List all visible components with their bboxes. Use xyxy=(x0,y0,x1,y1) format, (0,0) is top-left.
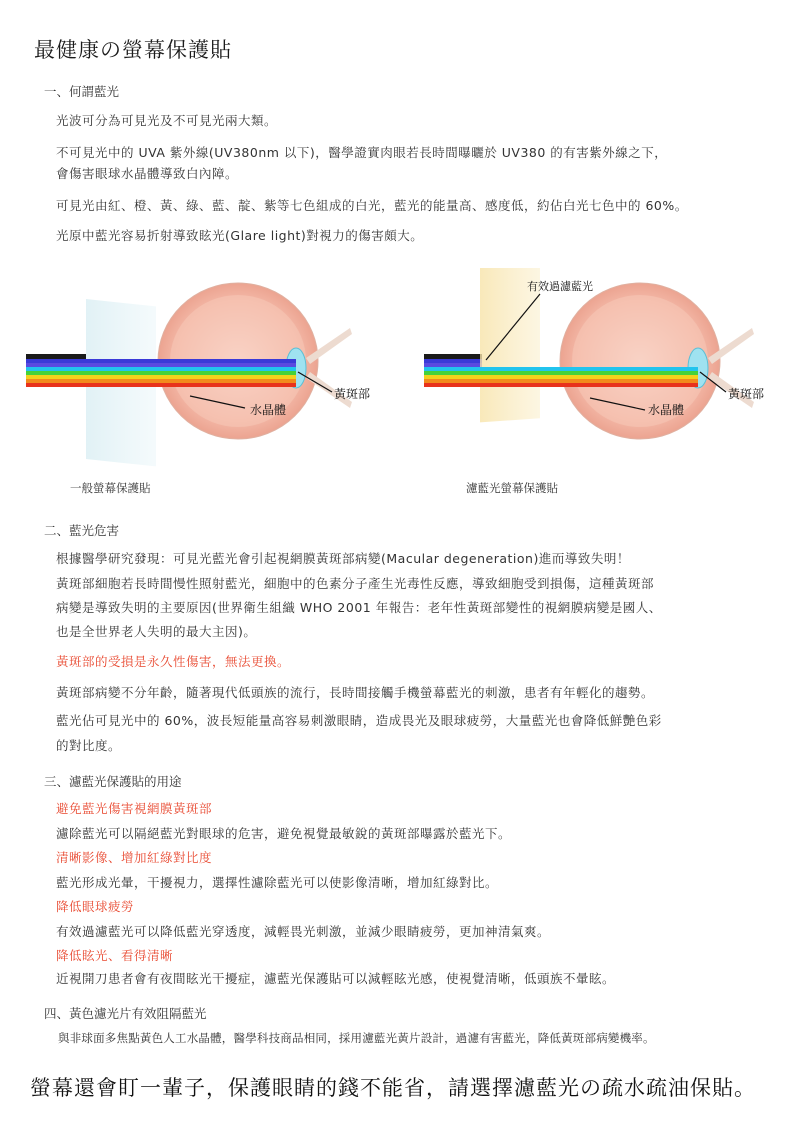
benefit-heading: 降低眼球疲勞 xyxy=(56,899,135,914)
section-heading-yellow-filter: 四、黃色濾光片有效阻隔藍光 xyxy=(44,1006,207,1021)
blue-light-eye-diagram xyxy=(0,268,800,503)
page-title: 最健康の螢幕保護貼 xyxy=(34,38,232,62)
paragraph: 病變是導致失明的主要原因(世界衛生組織 WHO 2001 年報告：老年性黃斑部變性的視網膜病變是國人、 xyxy=(56,600,662,615)
paragraph: 與非球面多焦點黃色人工水晶體，醫學科技商品相同，採用濾藍光黃片設計，過濾有害藍光，降低黃斑部病變機率。 xyxy=(58,1031,655,1045)
section-heading-what-is-blue-light: 一、何謂藍光 xyxy=(44,84,120,99)
filter-label: 有效過濾藍光 xyxy=(527,280,593,293)
macula-label-left: 黃斑部 xyxy=(334,387,371,401)
spectrum-right-incoming xyxy=(424,354,482,367)
benefit-heading: 清晰影像、增加紅綠對比度 xyxy=(56,850,213,865)
paragraph: 光波可分為可見光及不可見光兩大類。 xyxy=(56,113,278,128)
paragraph: 根據醫學研究發現：可見光藍光會引起視網膜黃斑部病變(Macular degeneration)進而導致失明！ xyxy=(56,551,630,566)
benefit-heading: 降低眩光、看得清晰 xyxy=(56,948,174,963)
paragraph: 光原中藍光容易折射導致眩光(Glare light)對視力的傷害頗大。 xyxy=(56,228,424,243)
section-heading-uses: 三、濾藍光保護貼的用途 xyxy=(44,774,182,789)
spectrum-right-filtered xyxy=(424,367,698,387)
paragraph: 可見光由紅、橙、黃、綠、藍、靛、紫等七色組成的白光，藍光的能量高、感度低，約佔白光七色中的 60%。 xyxy=(56,198,688,213)
footer-slogan: 螢幕還會盯一輩子，保護眼睛的錢不能省，請選擇濾藍光の疏水疏油保貼。 xyxy=(30,1076,756,1100)
caption-right: 濾藍光螢幕保護貼 xyxy=(466,481,558,495)
macula-label-right: 黃斑部 xyxy=(728,387,765,401)
caption-left: 一般螢幕保護貼 xyxy=(70,481,151,495)
paragraph: 黃斑部細胞若長時間慢性照射藍光，細胞中的色素分子產生光毒性反應，導致細胞受到損傷，這種黃斑部 xyxy=(56,576,655,591)
section-heading-blue-light-hazard: 二、藍光危害 xyxy=(44,523,120,538)
lens-label-left: 水晶體 xyxy=(250,403,287,417)
paragraph: 也是全世界老人失明的最大主因)。 xyxy=(56,624,257,639)
benefit-text: 有效過濾藍光可以降低藍光穿透度，減輕畏光刺激，並減少眼睛疲勞，更加神清氣爽。 xyxy=(56,924,551,939)
paragraph: 會傷害眼球水晶體導致白內障。 xyxy=(56,166,239,181)
warning-text: 黃斑部的受損是永久性傷害，無法更換。 xyxy=(56,654,291,669)
benefit-text: 藍光形成光暈，干擾視力，選擇性濾除藍光可以使影像清晰，增加紅綠對比。 xyxy=(56,875,499,890)
paragraph: 的對比度。 xyxy=(56,738,122,753)
benefit-text: 近視開刀患者會有夜間眩光干擾症，濾藍光保護貼可以減輕眩光感，使視覺清晰，低頭族不暈眩。 xyxy=(56,971,616,986)
benefit-heading: 避免藍光傷害視網膜黃斑部 xyxy=(56,801,213,816)
lens-label-right: 水晶體 xyxy=(648,403,685,417)
benefit-text: 濾除藍光可以隔絕藍光對眼球的危害，避免視覺最敏銳的黃斑部曝露於藍光下。 xyxy=(56,826,512,841)
paragraph: 不可見光中的 UVA 紫外線(UV380nm 以下)，醫學證實肉眼若長時間曝曬於 UV380 的有害紫外線之下， xyxy=(56,145,668,160)
paragraph: 黃斑部病變不分年齡，隨著現代低頭族的流行，長時間接觸手機螢幕藍光的刺激，患者有年輕化的趨勢。 xyxy=(56,685,655,700)
paragraph: 藍光佔可見光中的 60%，波長短能量高容易刺激眼睛，造成畏光及眼球疲勞，大量藍光也會降低鮮艷色彩 xyxy=(56,713,662,728)
